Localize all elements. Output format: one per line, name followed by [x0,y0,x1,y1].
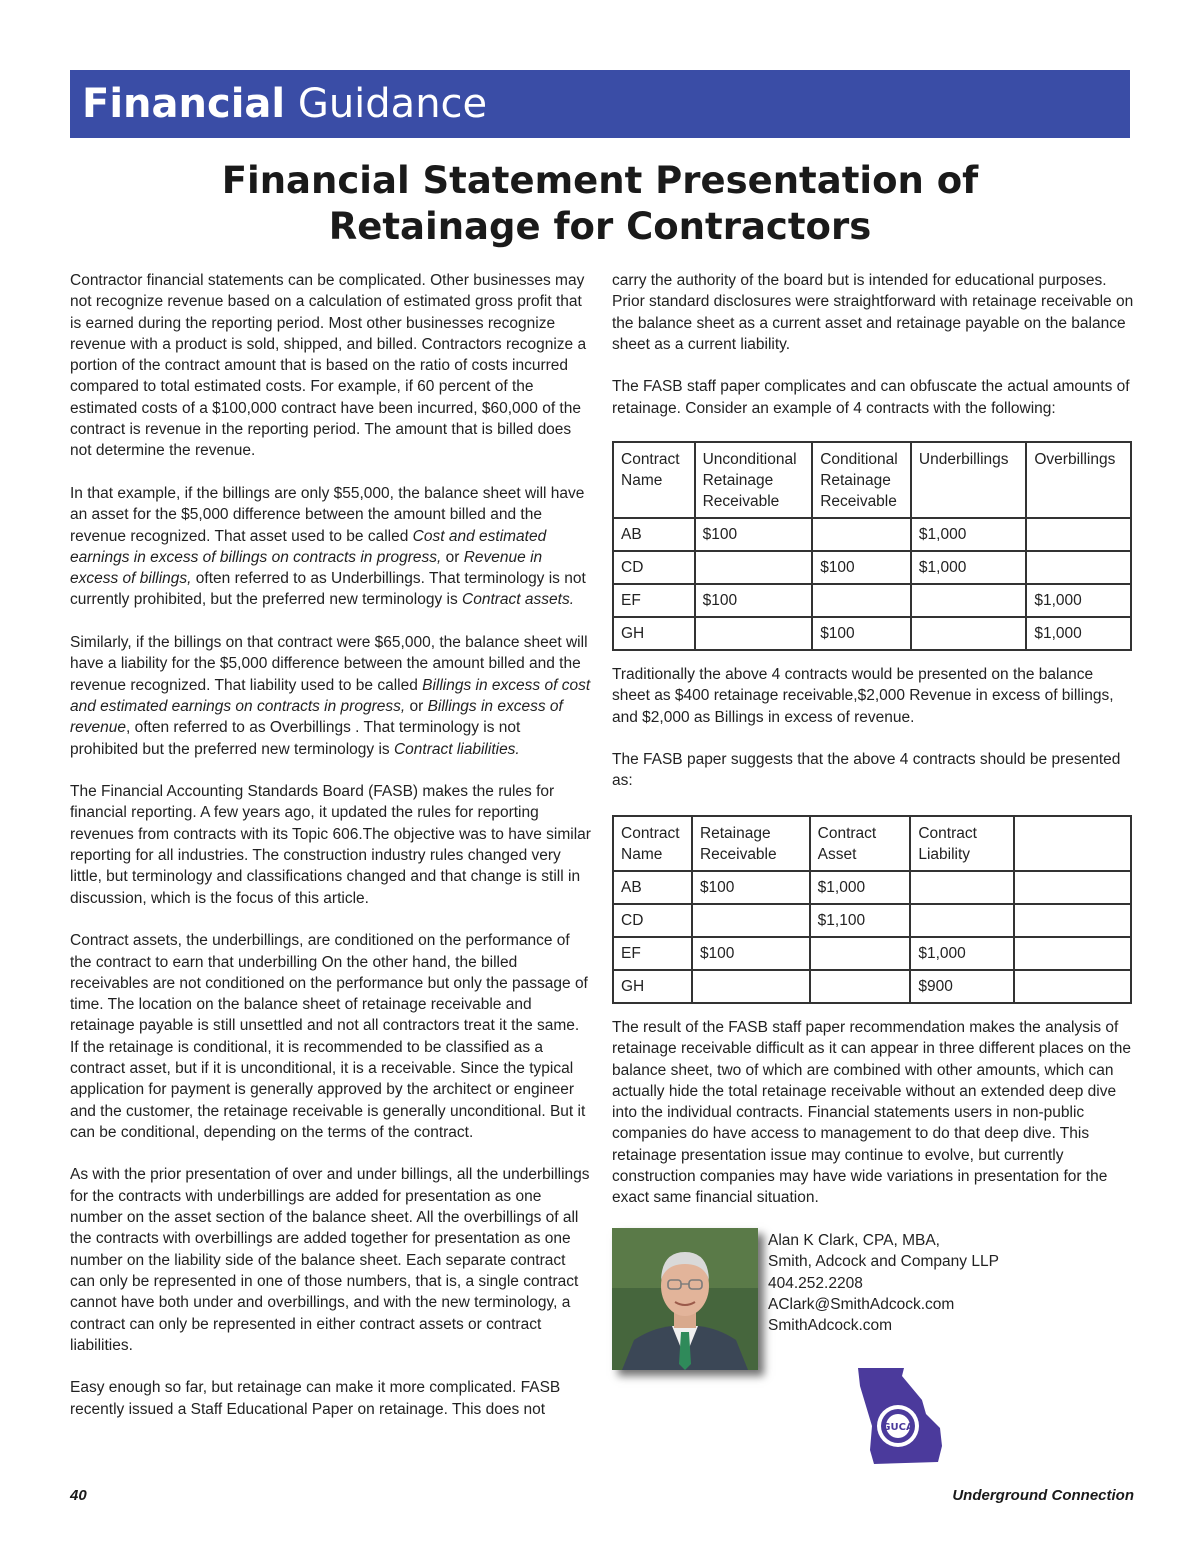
table-cell [812,518,911,551]
table-cell [910,904,1014,937]
table-cell: $100 [812,617,911,650]
author-name: Alan K Clark, CPA, MBA, [768,1232,940,1249]
table-row [613,970,1131,1003]
author-firm: Smith, Adcock and Company LLP [768,1253,999,1271]
author-photo [612,1228,758,1370]
table-header-cell: Contract Name [613,816,692,871]
table-cell [911,584,1026,617]
table-header-cell: Unconditional Retainage Receivable [695,442,813,518]
table-cell: CD [613,551,695,584]
guca-logo-text: GUCA [882,1422,914,1433]
table-cell [812,584,911,617]
table-cell: $1,000 [1026,617,1131,650]
author-website[interactable]: SmithAdcock.com [768,1317,893,1335]
paragraph: Traditionally the above 4 contracts would be presented on the balance sheet as $400 retainage receivable,$2,000 Revenue in excess of billings, and $2,000 as Billings in excess of revenue. [612,666,1114,726]
table-cell [695,617,813,650]
author-email[interactable]: AClark@SmithAdcock.com [768,1295,955,1313]
table-cell [1014,871,1131,904]
table-cell [692,970,810,1003]
table-cell [1014,970,1131,1003]
paragraph: The FASB paper suggests that the above 4 contracts should be presented as: [612,751,1121,790]
table-header-cell: Underbillings [911,442,1026,518]
table-row [613,551,1131,584]
table-cell: $1,000 [910,937,1014,970]
paragraph: Similarly, if the billings on that contract were $65,000, the balance sheet will have a liability for the $5,000 difference between the amount billed and the revenue recognized. That liability used to be called Billings in excess of cost and estimated earnings on contracts in progress, or Billings in excess of revenue, often referred to as Overbillings . That terminology is not prohibited but the preferred new terminology is Contract liabilities. [70,634,591,758]
retainage-table-traditional [612,441,1132,651]
table-header-cell: Contract Liability [910,816,1014,871]
table-cell: EF [613,584,695,617]
table-header-cell: Overbillings [1026,442,1131,518]
left-column [70,270,592,1420]
paragraph: The FASB staff paper complicates and can obfuscate the actual amounts of retainage. Consider an example of 4 contracts with the following: [612,378,1130,417]
section-header-bold: Financial [82,81,286,127]
table-cell [810,937,911,970]
article-title-line2: Retainage for Contractors [328,205,872,248]
table-cell [1026,518,1131,551]
paragraph: In that example, if the billings are only $55,000, the balance sheet will have an asset for the $5,000 difference between the amount billed and the revenue recognized. That asset used to be called Cost and estimated earnings in excess of billings on contracts in progress, or Revenue in excess of billings, often referred to as Underbillings. That terminology is not currently prohibited, but the preferred new terminology is Contract assets. [70,484,586,609]
table-header-cell: Retainage Receivable [692,816,810,871]
table-row [613,904,1131,937]
table-cell: $100 [695,584,813,617]
table-cell: $1,000 [810,871,911,904]
table-cell: $900 [910,970,1014,1003]
magazine-name: Underground Connection [952,1487,1134,1504]
table-cell: EF [613,937,692,970]
article-title-line1: Financial Statement Presentation of [221,159,979,202]
table-header-row [613,816,1131,871]
right-column-top [612,270,1134,419]
table-cell: $1,100 [810,904,911,937]
author-phone: 404.252.2208 [768,1274,863,1292]
table-cell: AB [613,871,692,904]
article-title [70,158,1130,250]
paragraph: As with the prior presentation of over and under billings, all the underbillings for the contracts with underbillings are added for presentation as one number on the asset section of the balance sheet. All the overbillings of all the contracts with overbillings are added together for presentation as one number on the liability side of the balance sheet. Each separate contract can only be represented in one of those numbers, that is, a single contract cannot have both under and overbillings, and with the new terminology, a contract can only be represented in either contract assets or contract liabilities. [70,1166,590,1354]
table-cell [1014,904,1131,937]
table-cell [695,551,813,584]
table-header-row [613,442,1131,518]
paragraph: Contractor financial statements can be complicated. Other businesses may not recognize revenue based on a calculation of estimated gross profit that is earned during the reporting period. Most other businesses recognize revenue with a product is sold, shipped, and billed. Contractors recognize a portion of the contract amount that is based on the ratio of costs incurred compared to total estimated costs. For example, if 60 percent of the estimated costs of a $100,000 contract have been incurred, $60,000 of the contract is revenue in the reporting period. The amount that is billed does not determine the revenue. [70,272,587,460]
table-cell [910,871,1014,904]
table-cell: $100 [812,551,911,584]
table-header-cell: Contract Name [613,442,695,518]
table-cell: GH [613,617,695,650]
table-cell: AB [613,518,695,551]
table-header-cell: Contract Asset [810,816,911,871]
table-cell [1014,937,1131,970]
table-cell [692,904,810,937]
section-header-regular: Guidance [297,81,488,127]
table-row [613,518,1131,551]
paragraph: Easy enough so far, but retainage can make it more complicated. FASB recently issued a Staff Educational Paper on retainage. This does not [70,1379,561,1418]
author-info [768,1230,999,1336]
table-cell: $100 [692,937,810,970]
paragraph: The Financial Accounting Standards Board (FASB) makes the rules for financial reporting. A few years ago, it updated the rules for reporting revenues from contracts with its Topic 606.The objective was to have similar reporting for all industries. The construction industry rules changed very little, but terminology and classifications changed and that change is still in discussion, which is the focus of this article. [70,783,591,907]
guca-logo [852,1366,948,1466]
table-cell: $1,000 [911,518,1026,551]
right-column-middle [612,664,1134,792]
table-header-cell [1014,816,1131,871]
section-header-band [70,70,1130,138]
right-column-bottom [612,1017,1134,1209]
table-row [613,617,1131,650]
table-header-cell: Conditional Retainage Receivable [812,442,911,518]
table-cell: CD [613,904,692,937]
table-row [613,871,1131,904]
paragraph: carry the authority of the board but is intended for educational purposes. Prior standard disclosures were straightforward with retainage receivable on the balance sheet as a current asset and retainage payable on the balance sheet as a current liability. [612,272,1134,353]
table-row [613,584,1131,617]
table-cell [1026,551,1131,584]
table-cell: $1,000 [1026,584,1131,617]
table-cell [911,617,1026,650]
table-cell: GH [613,970,692,1003]
table-cell [810,970,911,1003]
table-cell: $1,000 [911,551,1026,584]
table-row [613,937,1131,970]
table-cell: $100 [692,871,810,904]
paragraph: The result of the FASB staff paper recommendation makes the analysis of retainage receivable difficult as it can appear in three different places on the balance sheet, two of which are combined with other amounts, which can actually hide the total retainage receivable without an extended deep dive into the individual contracts. Financial statements users in non-public companies do have access to management to do that deep dive. This retainage presentation issue may continue to evolve, but currently construction companies may have wide variations in presentation for the exact same financial situation. [612,1019,1132,1207]
table-cell: $100 [695,518,813,551]
retainage-table-fasb [612,815,1132,1004]
paragraph: Contract assets, the underbillings, are conditioned on the performance of the contract to earn that underbilling On the other hand, the billed receivables are not conditioned on the performance but only the passage of time. The location on the balance sheet of retainage receivable and retainage payable is still unsettled and not all contractors treat it the same. If the retainage is conditional, it is recommended to be classified as a contract asset, but if it is unconditional, it is a receivable. Since the typical application for payment is generally approved by the architect or engineer and the customer, the retainage receivable is generally unconditional. But it can be conditional, depending on the terms of the contract. [70,932,588,1141]
page-number: 40 [70,1487,87,1504]
